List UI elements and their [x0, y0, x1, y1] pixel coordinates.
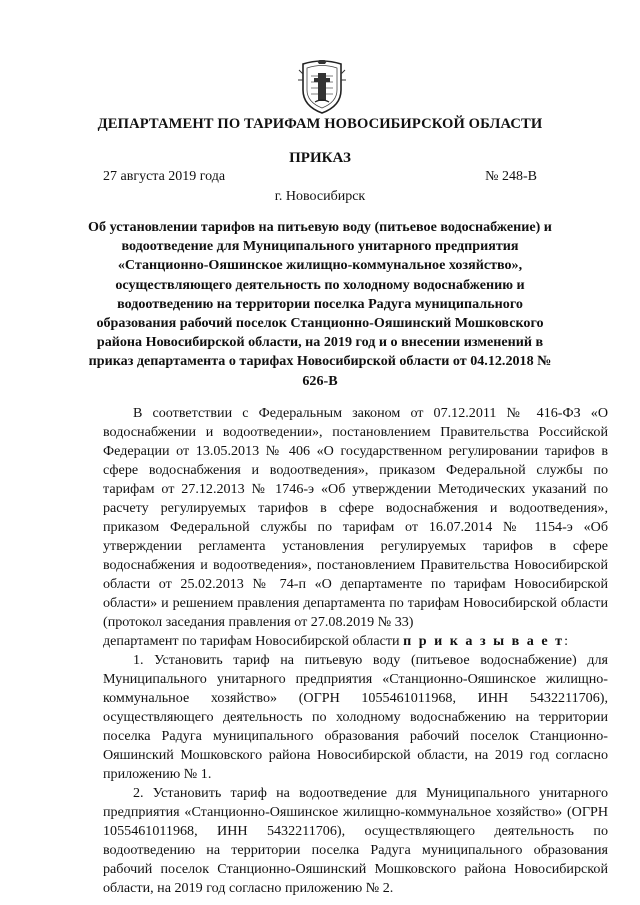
orders-line	[103, 632, 608, 651]
order-body	[103, 404, 608, 898]
order-city: г. Новосибирск	[274, 189, 366, 204]
order-subject: Об установлении тарифов на питьевую воду (питьевое водоснабжение) и водоотведение для Муниципального унитарного предприятия «Станционно-Ояшинское жилищно-коммунальное хозяйство», осуществляющего деятельность по холодному водоснабжению и водоотведению на территории поселка Радуга муниципального образования рабочий поселок Станционно-Ояшинский Мошковского района Новосибирской области, на 2019 год и о внесении изменений в приказ департамента о тарифах Новосибирской области от 04.12.2018 № 626-В	[88, 219, 552, 389]
document-type-title: ПРИКАЗ	[289, 150, 351, 166]
order-number: № 248-В	[485, 169, 537, 184]
orders-lead-text: департамент по тарифам Новосибирской области	[103, 633, 400, 649]
preamble-paragraph: В соответствии с Федеральным законом от 07.12.2011 № 416-ФЗ «О водоснабжении и водоотведении», постановлением Правительства Российской Федерации от 13.05.2013 № 406 «О государственном регулировании тарифов в сфере водоснабжения и водоотведения», приказом Федеральной службы по тарифам от 27.12.2013 № 1746-э «Об утверждении Методических указаний по расчету регулируемых тарифов в сфере водоснабжения и водоотведения», приказом Федеральной службы по тарифам от 16.07.2014 № 1154-э «Об утверждении регламента установления регулируемых тарифов в сфере водоснабжения и водоотведения», постановлением Правительства Новосибирской области от 25.02.2013 № 74-п «О департаменте по тарифам Новосибирской области» и решением правления департамента по тарифам Новосибирской области (протокол заседания правления от 27.08.2019 № 33)	[103, 405, 608, 630]
coat-of-arms-emblem	[297, 60, 347, 115]
order-item-1: 1. Установить тариф на питьевую воду (питьевое водоснабжение) для Муниципального унитарного предприятия «Станционно-Ояшинское жилищно-коммунальное хозяйство» (ОГРН 1055461011968, ИНН 5432211706), осуществляющего деятельность по холодному водоснабжению на территории поселка Радуга муниципального образования рабочий поселок Станционно-Ояшинский Мошковского района Новосибирской области, на 2019 год согласно приложению № 1.	[103, 652, 608, 782]
orders-keyword: п р и к а з ы в а е т	[403, 633, 565, 649]
department-heading: ДЕПАРТАМЕНТ ПО ТАРИФАМ НОВОСИБИРСКОЙ ОБЛАСТИ	[97, 116, 543, 132]
order-date: 27 августа 2019 года	[103, 169, 226, 184]
orders-colon: :	[564, 633, 568, 649]
order-item-2: 2. Установить тариф на водоотведение для Муниципального унитарного предприятия «Станционно-Ояшинское жилищно-коммунальное хозяйство» (ОГРН 1055461011968, ИНН 5432211706), осуществляющего деятельность по водоотведению на территории поселка Радуга муниципального образования рабочий поселок Станционно-Ояшинский Мошковского района Новосибирской области, на 2019 год согласно приложению № 2.	[103, 785, 608, 896]
